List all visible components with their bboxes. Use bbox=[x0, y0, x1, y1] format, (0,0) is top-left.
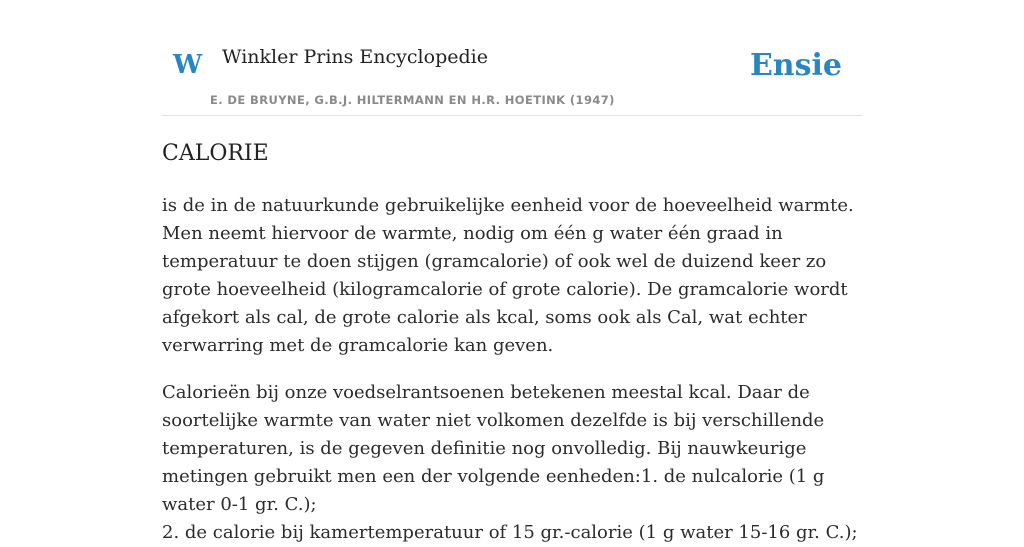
article-paragraph bbox=[162, 379, 862, 547]
site-header bbox=[162, 0, 862, 116]
article-paragraph-text: Calorieën bij onze voedselrantsoenen betekenen meestal kcal. Daar de soortelijke warmte van water niet volkomen dezelfde is bij verschillende temperaturen, is de gegeven definitie nog onvolledig. Bij nauwkeurige metingen gebruikt men een der volgende eenheden:1. de nulcalorie (1 g water 0-1 gr. C.); bbox=[162, 382, 825, 515]
publication-authors: E. DE BRUYNE, G.B.J. HILTERMANN EN H.R. HOETINK (1947) bbox=[210, 93, 615, 107]
ensie-logo[interactable]: Ensie bbox=[749, 48, 842, 83]
article-body bbox=[162, 192, 862, 547]
page-container bbox=[162, 0, 862, 543]
publication-title[interactable]: Winkler Prins Encyclopedie bbox=[222, 46, 488, 68]
article-title: CALORIE bbox=[162, 141, 269, 166]
article-list-line: 2. de calorie bij kamertemperatuur of 15 gr.-calorie (1 g water 15-16 gr. C.); bbox=[162, 522, 858, 543]
publication-logo-icon[interactable]: W bbox=[173, 50, 203, 80]
article-paragraph: is de in de natuurkunde gebruikelijke eenheid voor de hoeveelheid warmte. Men neemt hiervoor de warmte, nodig om één g water één graad in temperatuur te doen stijgen (gramcalorie) of ook wel de duizend keer zo grote hoeveelheid (kilogramcalorie of grote calorie). De gramcalorie wordt afgekort als cal, de grote calorie als kcal, soms ook als Cal, wat echter verwarring met de gramcalorie kan geven. bbox=[162, 195, 854, 356]
